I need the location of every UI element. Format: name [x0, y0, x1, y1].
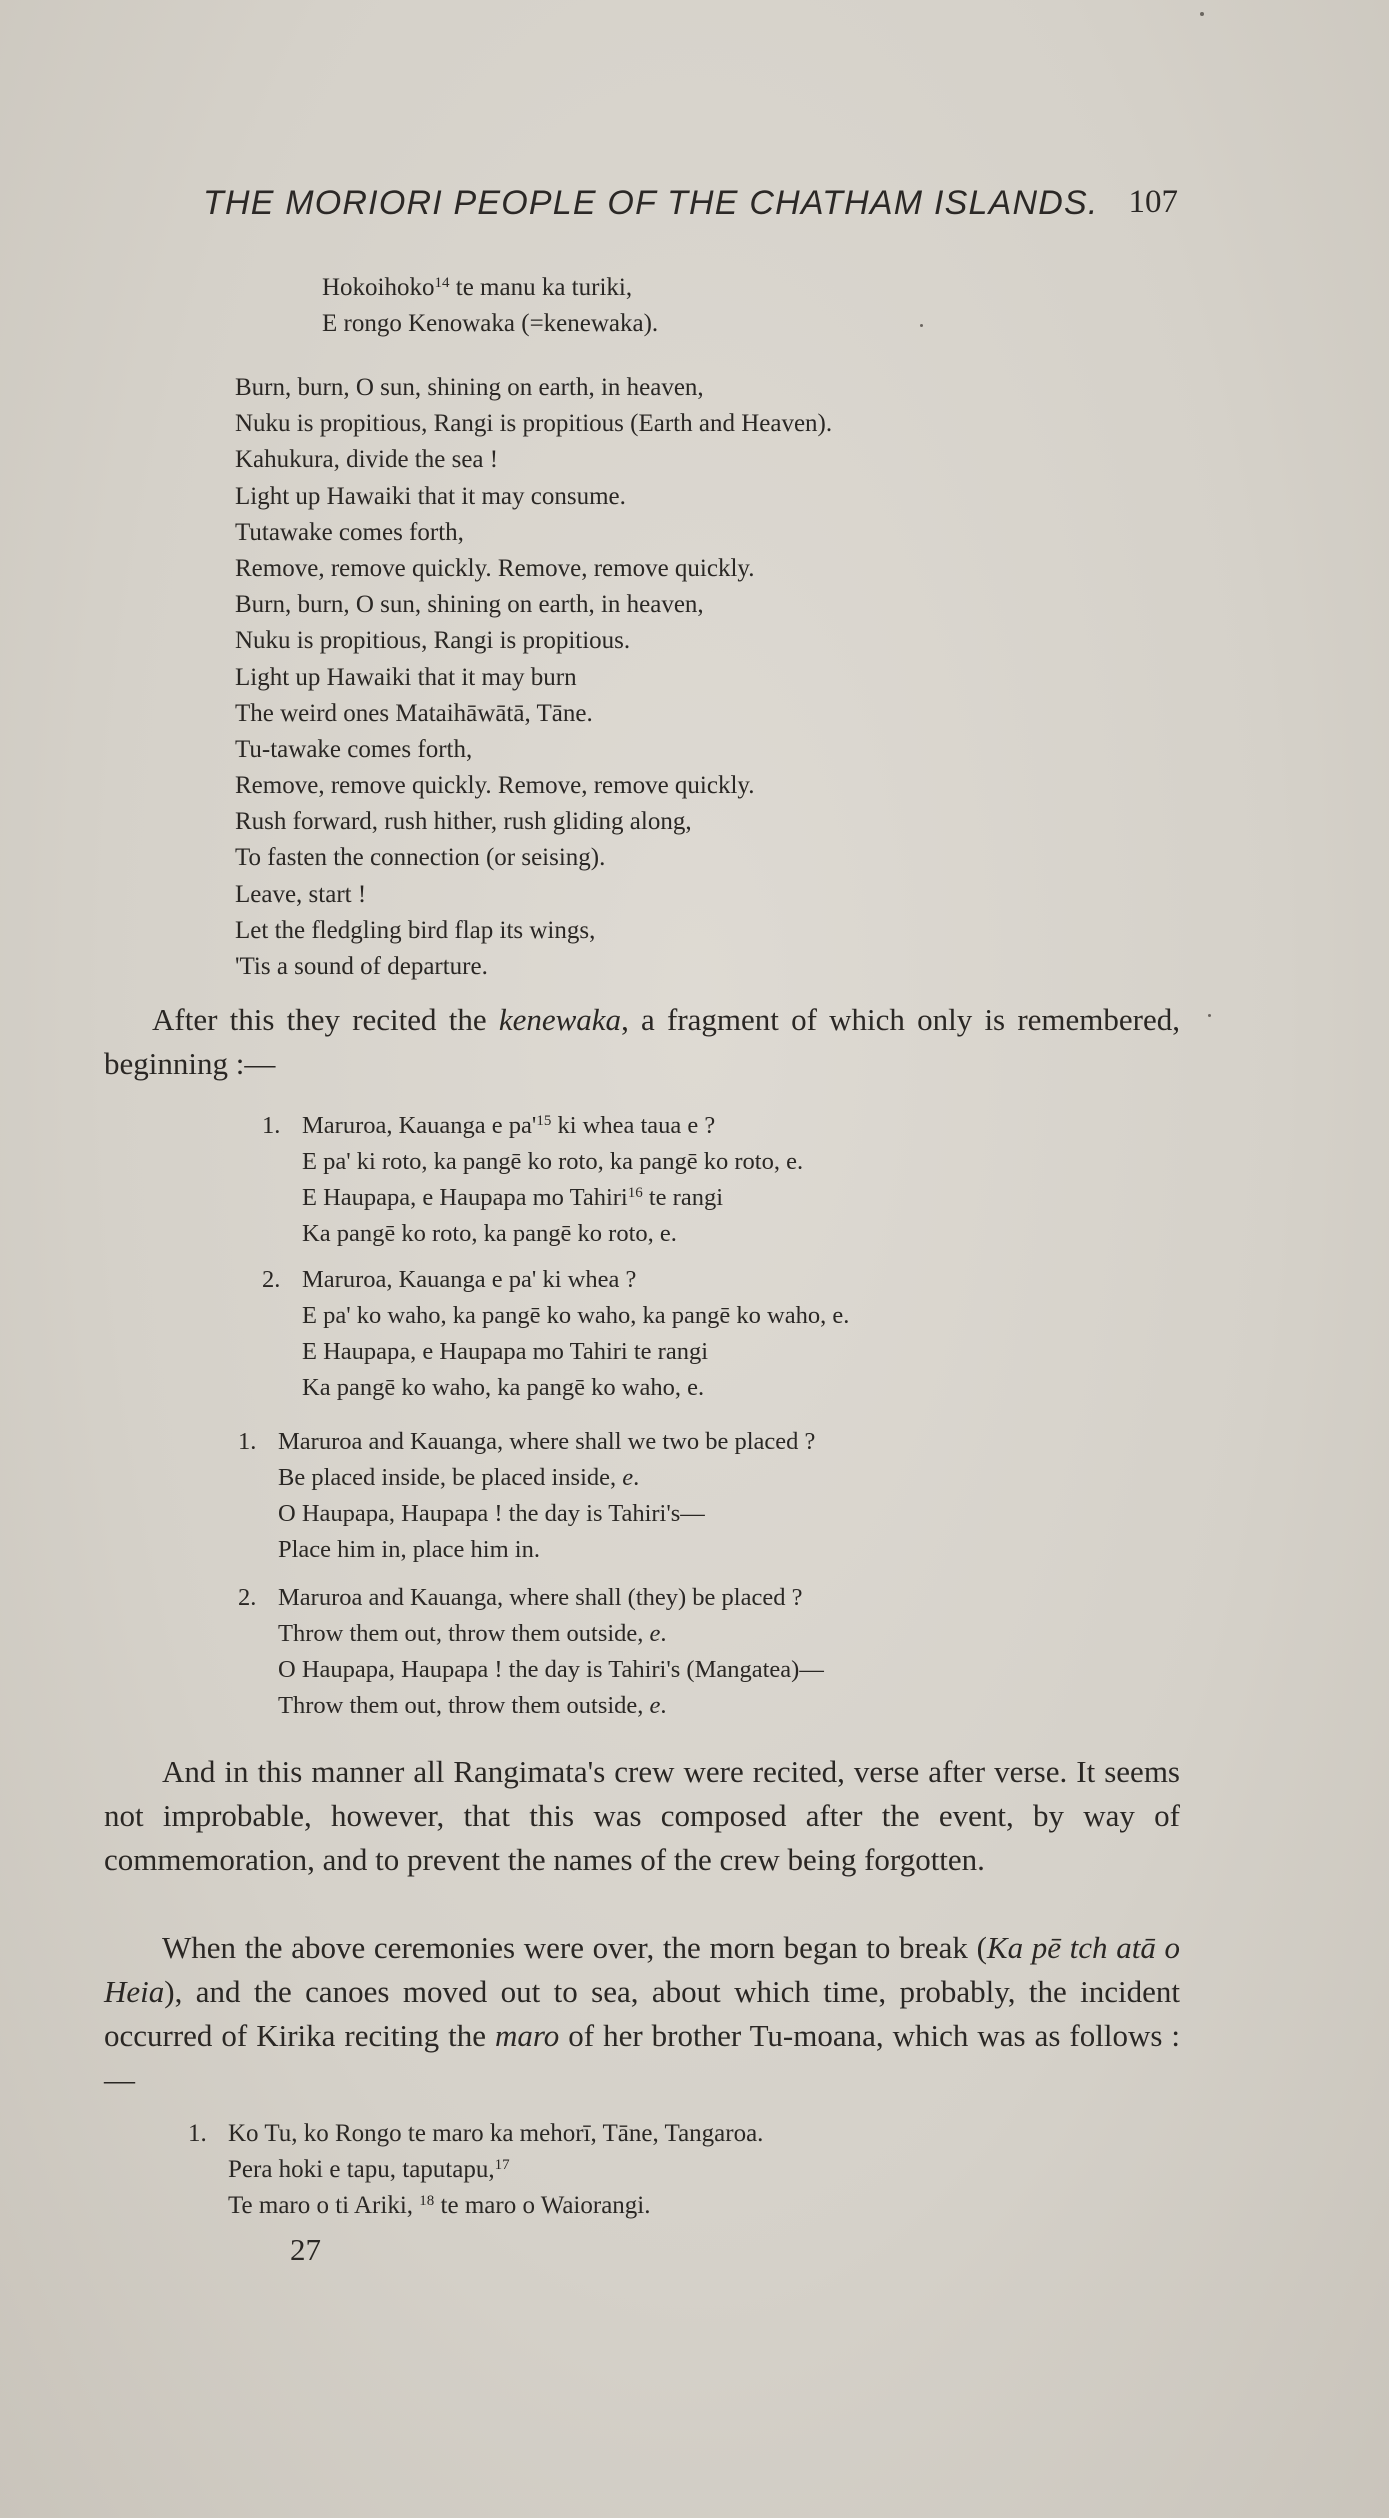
verse-number: 2.	[238, 1584, 257, 1611]
verse-line: Throw them out, throw them outside, e.	[278, 1620, 667, 1647]
verse-line: Remove, remove quickly. Remove, remove quickly.	[235, 554, 755, 582]
english-verse-translation	[235, 370, 832, 985]
italic-term: maro	[494, 2018, 560, 2053]
verse-line: The weird ones Mataihāwātā, Tāne.	[235, 699, 593, 727]
verse-number: 1.	[262, 1112, 281, 1139]
verse-line: Remove, remove quickly. Remove, remove quickly.	[235, 772, 755, 800]
verse-line: E pa' ko waho, ka pangē ko waho, ka pangē ko waho, e.	[302, 1302, 850, 1329]
verse-line: Let the fledgling bird flap its wings,	[235, 916, 596, 944]
verse-line: Ka pangē ko roto, ka pangē ko roto, e.	[302, 1220, 677, 1247]
verse-line: E Haupapa, e Haupapa mo Tahiri$^{16}$ te rangi	[302, 1184, 724, 1211]
paragraph-kenewaka-intro: After this they recited the kenewaka, a fragment of which only is remembered, beginning :—	[104, 1002, 1180, 1081]
italic-term: kenewaka	[498, 1002, 622, 1037]
verse-line: Burn, burn, O sun, shining on earth, in heaven,	[235, 374, 704, 401]
page-header	[188, 184, 1178, 232]
verse-line: Pera hoki e tapu, taputapu,$^{17}$	[228, 2156, 510, 2183]
verse-line: E Haupapa, e Haupapa mo Tahiri te rangi	[302, 1338, 709, 1365]
verse-line: Hokoihoko$^{14}$ te manu ka turiki,	[322, 274, 633, 301]
verse-line: Throw them out, throw them outside, e.	[278, 1692, 667, 1719]
verse-line: Maruroa, Kauanga e $pa'^{15}$ ki whea taua e ?	[302, 1112, 716, 1139]
page-number: 107	[1128, 184, 1178, 220]
verse-line: To fasten the connection (or seising).	[235, 844, 606, 872]
verse-line: Light up Hawaiki that it may burn	[235, 663, 577, 691]
verse-line: O Haupapa, Haupapa ! the day is Tahiri's (Mangatea)—	[278, 1656, 824, 1683]
verse-line: E rongo Kenowaka (=kenewaka).	[322, 310, 659, 338]
verse-line: Ko Tu, ko Rongo te maro ka mehorī, Tāne, Tangaroa.	[228, 2120, 764, 2147]
verse-line: Nuku is propitious, Rangi is propitious (Earth and Heaven).	[235, 410, 833, 438]
verse-number: 1.	[188, 2120, 207, 2147]
verse-line: O Haupapa, Haupapa ! the day is Tahiri's—	[278, 1500, 705, 1527]
verse-line: Ka pangē ko waho, ka pangē ko waho, e.	[302, 1374, 705, 1401]
paragraph-ceremonies-over: When the above ceremonies were over, the morn began to break (Ka pē tch atā o Heia), and the canoes moved out to sea, about which time, probably, the incident occurred of Kirika reciting the maro of her brother Tu-moana, which was as follows :—	[104, 1930, 1181, 2097]
verse-line: Burn, burn, O sun, shining on earth, in heaven,	[235, 591, 704, 619]
verse-line: Maruroa and Kauanga, where shall we two be placed ?	[278, 1428, 816, 1455]
dust-speck	[1208, 1014, 1211, 1017]
verse-line: E pa' ki roto, ka pangē ko roto, ka pangē ko roto, e.	[302, 1148, 804, 1175]
verse-line: Tu-tawake comes forth,	[235, 735, 473, 763]
verse-line: Rush forward, rush hither, rush gliding along,	[235, 808, 692, 836]
verse-line: Place him in, place him in.	[278, 1536, 540, 1563]
verse-line: Maruroa, Kauanga e pa' ki whea ?	[302, 1266, 637, 1293]
verse-line: Kahukura, divide the sea !	[235, 446, 499, 474]
paragraph-crew-recited: And in this manner all Rangimata's crew were recited, verse after verse. It seems not improbable, however, that this was composed after the event, by way of commemoration, and to prevent the names of the crew being forgotten.	[104, 1754, 1180, 1877]
verse-line: Te maro o ti Ariki, $^{18}$ te maro o Waiorangi.	[228, 2192, 651, 2219]
verse-line: Maruroa and Kauanga, where shall (they) be placed ?	[278, 1584, 803, 1611]
footnote-ref: 18	[419, 2193, 435, 2209]
verse-line: Leave, start !	[235, 880, 367, 908]
dust-speck	[1200, 12, 1204, 16]
footnote-ref: 16	[627, 1185, 643, 1201]
verse-line: Be placed inside, be placed inside, e.	[278, 1464, 640, 1491]
dust-speck	[920, 324, 923, 327]
verse-line: Light up Hawaiki that it may consume.	[235, 482, 626, 510]
verse-number: 1.	[238, 1428, 257, 1455]
running-title: THE MORIORI PEOPLE OF THE CHATHAM ISLANDS.	[203, 184, 1099, 222]
verse-line: Tutawake comes forth,	[235, 518, 464, 546]
verse-number: 2.	[262, 1266, 281, 1293]
footnote-ref: 14	[434, 275, 450, 291]
signature-mark: 27	[290, 2232, 321, 2267]
verse-line: Nuku is propitious, Rangi is propitious.	[235, 627, 631, 655]
footnote-ref: 15	[536, 1113, 552, 1129]
footnote-ref: 17	[494, 2157, 510, 2173]
maori-verse-end	[322, 270, 658, 342]
verse-line: 'Tis a sound of departure.	[235, 953, 488, 980]
italic-term: Ka pē tch atā o Heia	[104, 1930, 1181, 2009]
